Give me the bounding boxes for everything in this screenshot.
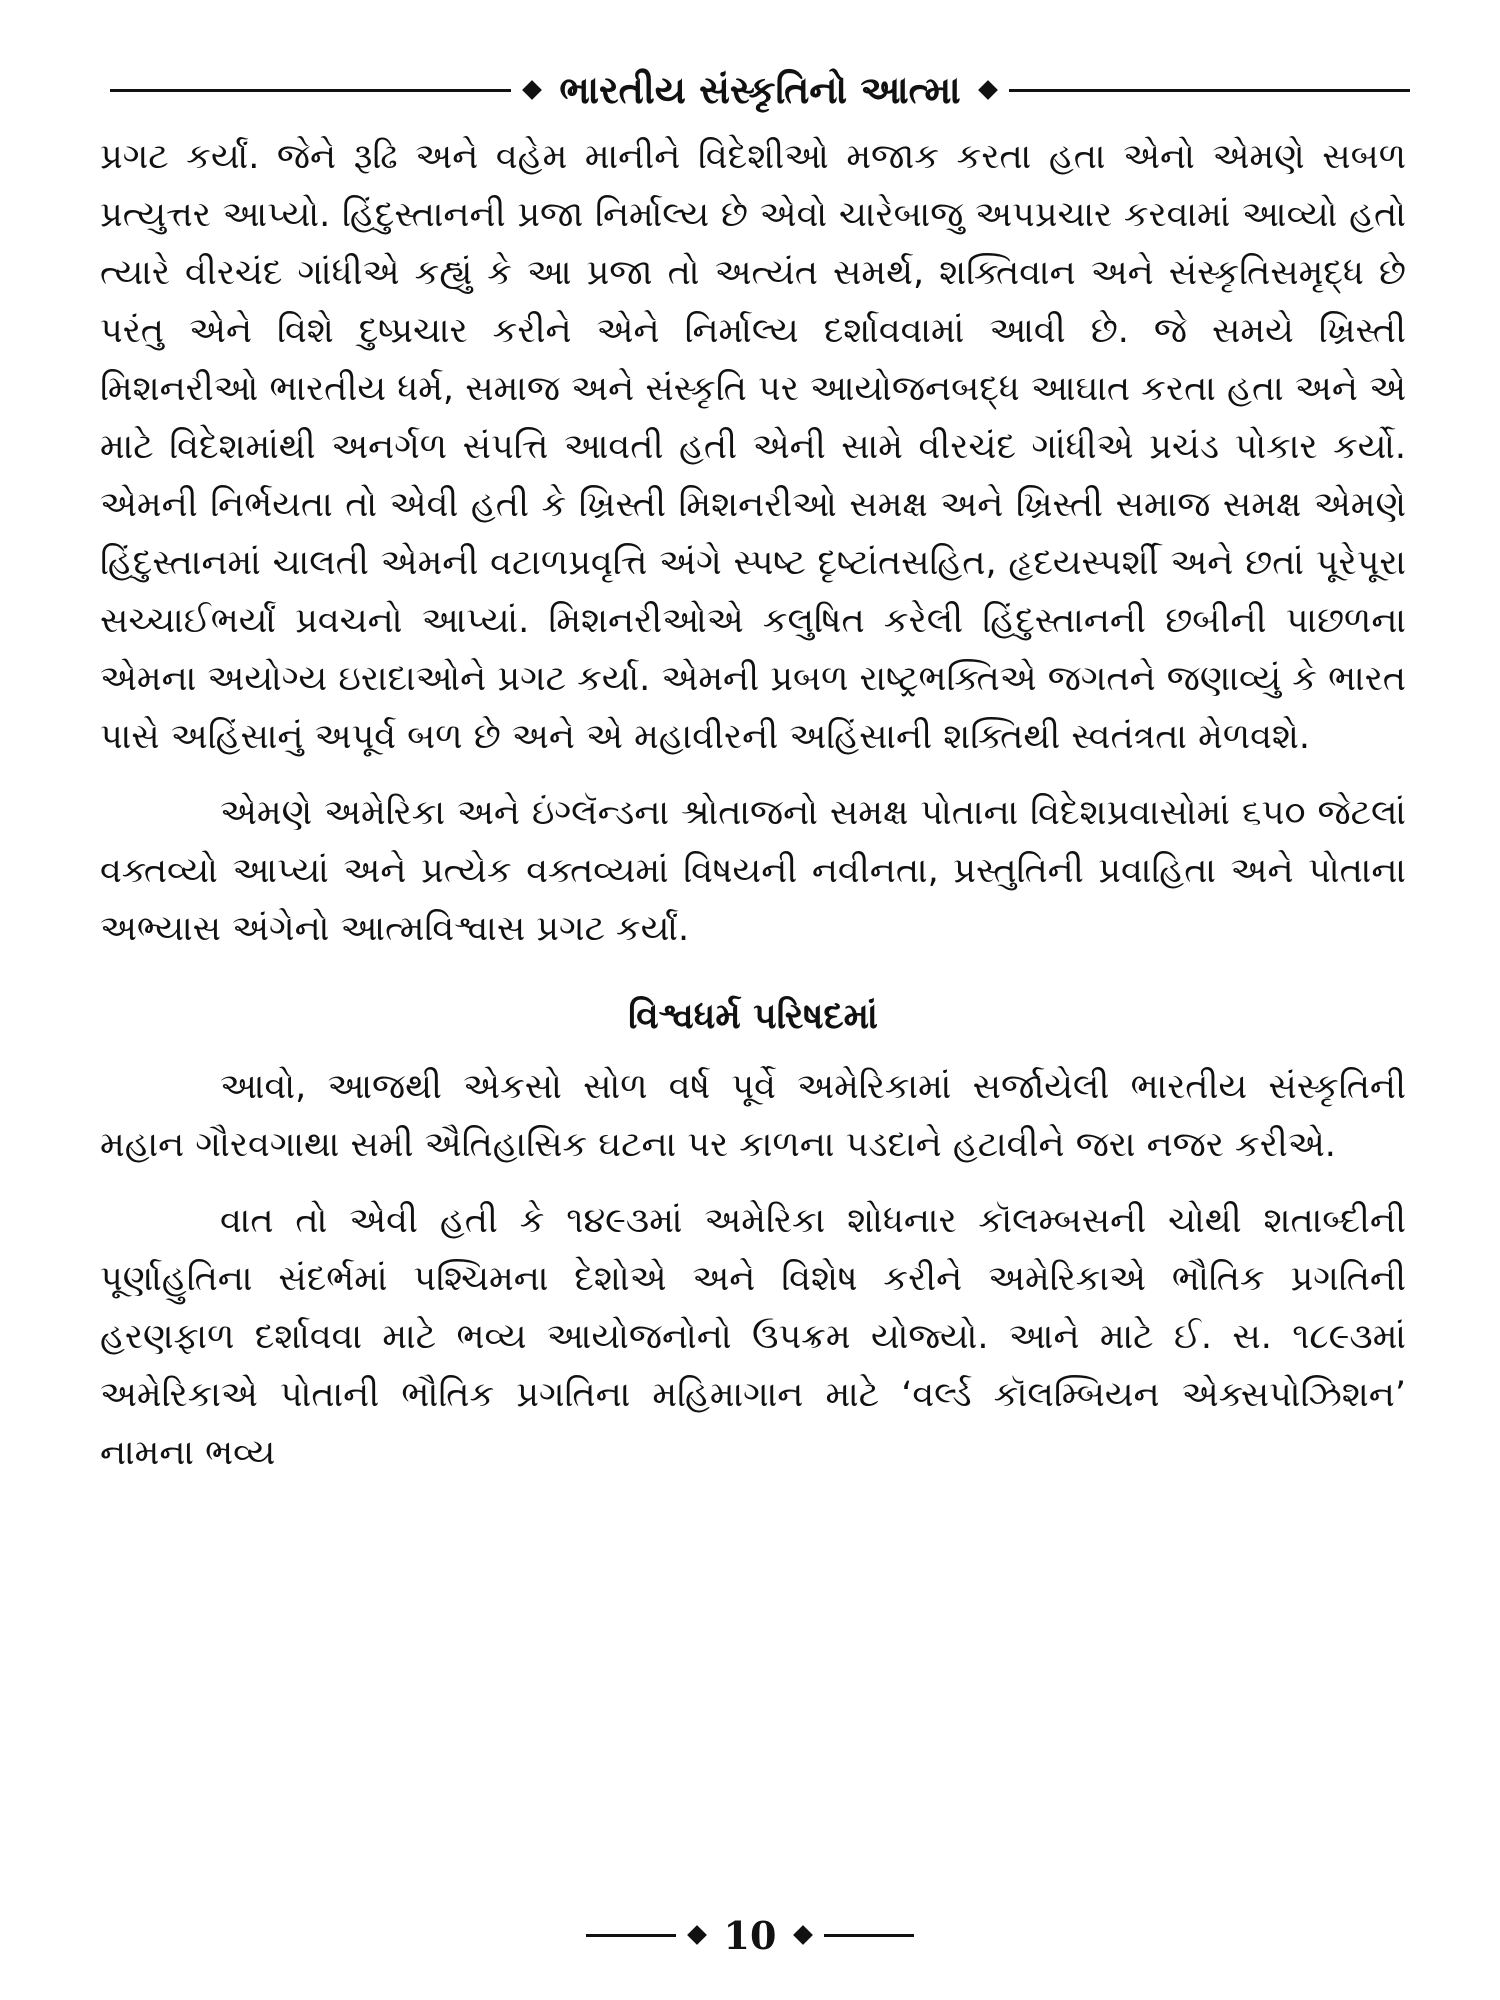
page-number: 10	[723, 1912, 777, 1958]
diamond-ornament-icon	[978, 80, 998, 100]
diamond-ornament-icon	[687, 1925, 707, 1945]
paragraph: એમણે અમેરિકા અને ઇંગ્લૅન્ડના શ્રોતાજનો સમક્ષ પોતાના વિદેશપ્રવાસોમાં ૬૫૦ જેટલાં વક્તવ્યો આપ્યાં અને પ્રત્યેક વક્તવ્યમાં વિષયની નવીનતા, પ્રસ્તુતિની પ્રવાહિતા અને પોતાના અભ્યાસ અંગેનો આત્મવિશ્વાસ પ્રગટ કર્યાં.	[100, 793, 1406, 949]
section-heading: વિશ્વધર્મ પરિષદમાં	[628, 996, 878, 1037]
paragraph: પ્રગટ કર્યાં. જેને રૂઢિ અને વહેમ માનીને વિદેશીઓ મજાક કરતા હતા એનો એમણે સબળ પ્રત્યુત્તર આપ્યો. હિંદુસ્તાનની પ્રજા નિર્માલ્ય છે એવો ચારેબાજુ અપપ્રચાર કરવામાં આવ્યો હતો ત્યારે વીરચંદ ગાંધીએ કહ્યું કે આ પ્રજા તો અત્યંત સમર્થ, શક્તિવાન અને સંસ્કૃતિસમૃદ્ધ છે પરંતુ એને વિશે દુષ્પ્રચાર કરીને એને નિર્માલ્ય દર્શાવવામાં આવી છે. જે સમયે ખ્રિસ્તી મિશનરીઓ ભારતીય ધર્મ, સમાજ અને સંસ્કૃતિ પર આયોજનબદ્ધ આઘાત કરતા હતા અને એ માટે વિદેશમાંથી અનર્ગળ સંપત્તિ આવતી હતી એની સામે વીરચંદ ગાંધીએ પ્રચંડ પોકાર કર્યો. એમની નિર્ભયતા તો એવી હતી કે ખ્રિસ્તી મિશનરીઓ સમક્ષ અને ખ્રિસ્તી સમાજ સમક્ષ એમણે હિંદુસ્તાનમાં ચાલતી એમની વટાળપ્રવૃત્તિ અંગે સ્પષ્ટ દૃષ્ટાંતસહિત, હૃદયસ્પર્શી અને છતાં પૂરેપૂરા સચ્ચાઈભર્યાં પ્રવચનો આપ્યાં. મિશનરીઓએ કલુષિત કરેલી હિંદુસ્તાનની છબીની પાછળના એમના અયોગ્ય ઇરાદાઓને પ્રગટ કર્યા. એમની પ્રબળ રાષ્ટ્રભક્તિએ જગતને જણાવ્યું કે ભારત પાસે અહિંસાનું અપૂર્વ બળ છે અને એ મહાવીરની અહિંસાની શક્તિથી સ્વતંત્રતા મેળવશે.	[100, 137, 1406, 757]
header-title: ભારતીય સંસ્કૃતિનો આત્મા	[559, 67, 961, 112]
page-footer	[550, 1910, 950, 1960]
paragraph: આવો, આજથી એકસો સોળ વર્ષ પૂર્વે અમેરિકામાં સર્જાયેલી ભારતીય સંસ્કૃતિની મહાન ગૌરવગાથા સમી ઐતિહાસિક ઘટના પર કાળના પડદાને હટાવીને જરા નજર કરીએ.	[100, 1067, 1406, 1165]
header-rule-right	[1009, 89, 1410, 92]
header-rule-left	[110, 89, 511, 92]
diamond-ornament-icon	[522, 80, 542, 100]
footer-rule-right	[824, 1934, 914, 1937]
body-text	[100, 128, 1406, 1482]
footer-rule-left	[586, 1934, 676, 1937]
diamond-ornament-icon	[794, 1925, 814, 1945]
paragraph: વાત તો એવી હતી કે ૧૪૯૩માં અમેરિકા શોધનાર કૉલમ્બસની ચોથી શતાબ્દીની પૂર્ણાહુતિના સંદર્ભમાં પશ્ચિમના દેશોએ અને વિશેષ કરીને અમેરિકાએ ભૌતિક પ્રગતિની હરણફાળ દર્શાવવા માટે ભવ્ય આયોજનોનો ઉપક્રમ યોજ્યો. આને માટે ઈ. સ. ૧૮૯૩માં અમેરિકાએ પોતાની ભૌતિક પ્રગતિના મહિમાગાન માટે ‘વર્લ્ડ કૉલમ્બિયન એક્સપોઝિશન’ નામના ભવ્ય	[100, 1201, 1406, 1473]
running-header	[110, 60, 1410, 120]
